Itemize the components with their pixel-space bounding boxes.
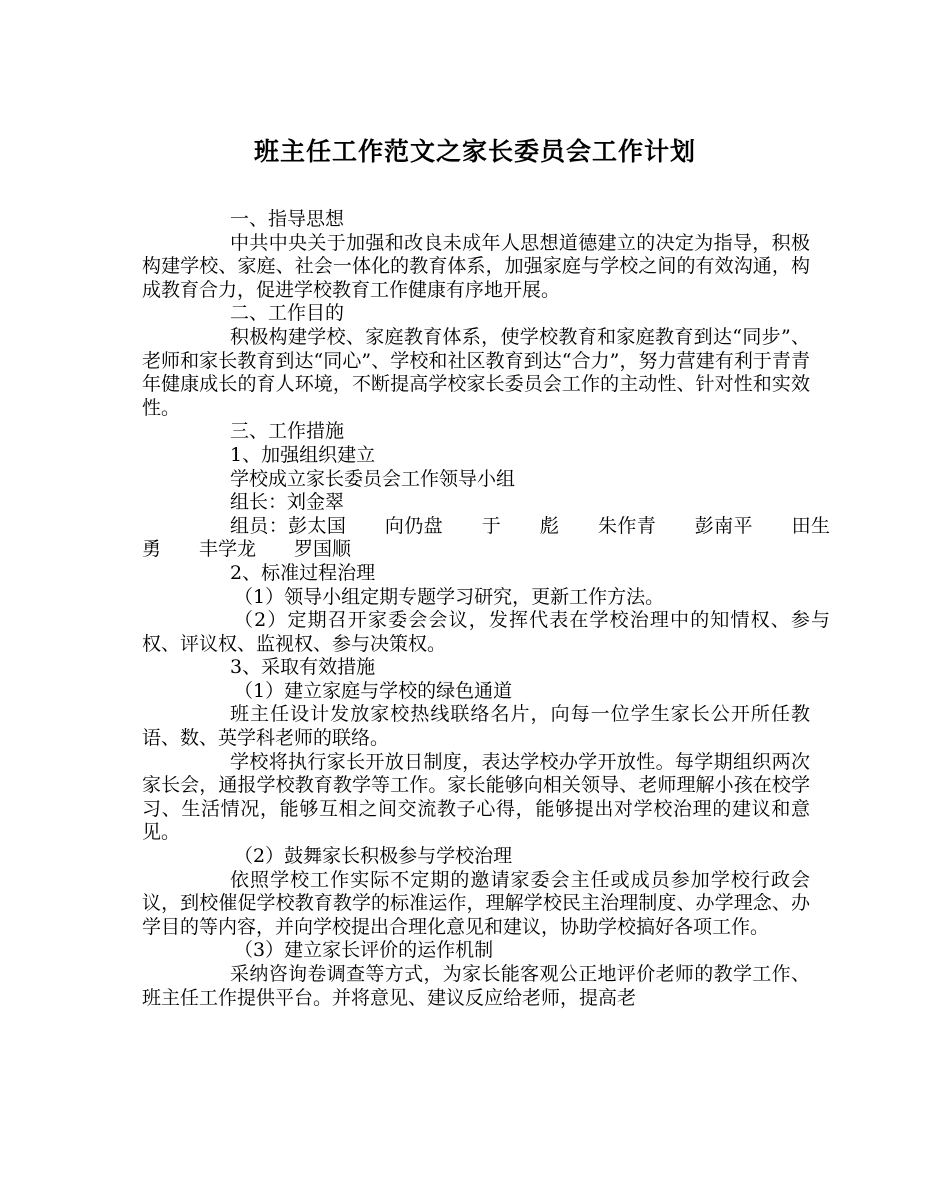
paragraph-group-leader: 组长：刘金翠 <box>230 491 345 514</box>
paragraph-administrative-meeting: 依照学校工作实际不定期的邀请家委会主任或成员参加学校行政会议，到校催促学校教育教学的标准运作，理解学校民主治理制度、办学理念、办学目的等内容，并向学校提出合理化意见和建议，协助学校搞好各项工作。 <box>142 868 810 938</box>
list-item-meetings: （2）定期召开家委会会议，发挥代表在学校治理中的知情权、参与权、评议权、监视权、参与决策权。 <box>142 609 830 655</box>
section-heading-guiding-thought: 一、指导思想 <box>230 208 345 230</box>
paragraph-leading-group: 学校成立家长委员会工作领导小组 <box>230 467 516 490</box>
section-heading-work-goal: 二、工作目的 <box>230 302 345 325</box>
paragraph-guiding-thought: 中共中央关于加强和改良未成年人思想道德建立的决定为指导，积极构建学校、家庭、社会一体化的教育体系，加强家庭与学校之间的有效沟通，构成教育合力，促进学校教育工作健康有序地开展。 <box>142 231 810 301</box>
paragraph-group-members: 组员：彭太国 向仍盘 于 彪 朱作青 彭南平 田生勇 丰学龙 罗国顺 <box>142 514 830 561</box>
list-item-participation: （2）鼓舞家长积极参与学校治理 <box>234 845 513 868</box>
paragraph-contact-cards: 班主任设计发放家校热线联络名片，向每一位学生家长公开所任教语、数、英学科老师的联络。 <box>142 703 810 750</box>
list-item-evaluation: （3）建立家长评价的运作机制 <box>234 939 494 962</box>
document-title: 班主任工作范文之家长委员会工作计划 <box>253 137 696 166</box>
paragraph-work-goal: 积极构建学校、家庭教育体系，使学校教育和家庭教育到达“同步”、老师和家长教育到达“同心”、学校和社区教育到达“合力”，努力营建有利于青青年健康成长的育人环境，不断提高学校家长委员会工作的主动性、针对性和实效性。 <box>142 325 810 419</box>
paragraph-evaluation-survey: 采纳咨询卷调查等方式，为家长能客观公正地评价老师的教学工作、班主任工作提供平台。并将意见、建议反应给老师，提高老 <box>142 963 810 1009</box>
paragraph-open-day: 学校将执行家长开放日制度，表达学校办学开放性。每学期组织两次家长会，通报学校教育教学等工作。家长能够向相关领导、老师理解小孩在校学习、生活情况，能够互相之间交流教子心得，能够提出对学校治理的建议和意见。 <box>142 750 810 844</box>
list-item-green-channel: （1）建立家庭与学校的绿色通道 <box>234 679 513 702</box>
list-item-study: （1）领导小组定期专题学习研究，更新工作方法。 <box>234 585 665 608</box>
subheading-process-management: 2、标准过程治理 <box>230 561 376 584</box>
subheading-effective-measures: 3、采取有效措施 <box>230 656 376 679</box>
document-body <box>142 208 830 1010</box>
section-heading-work-measures: 三、工作措施 <box>230 420 345 443</box>
subheading-organization: 1、加强组织建立 <box>230 443 376 466</box>
